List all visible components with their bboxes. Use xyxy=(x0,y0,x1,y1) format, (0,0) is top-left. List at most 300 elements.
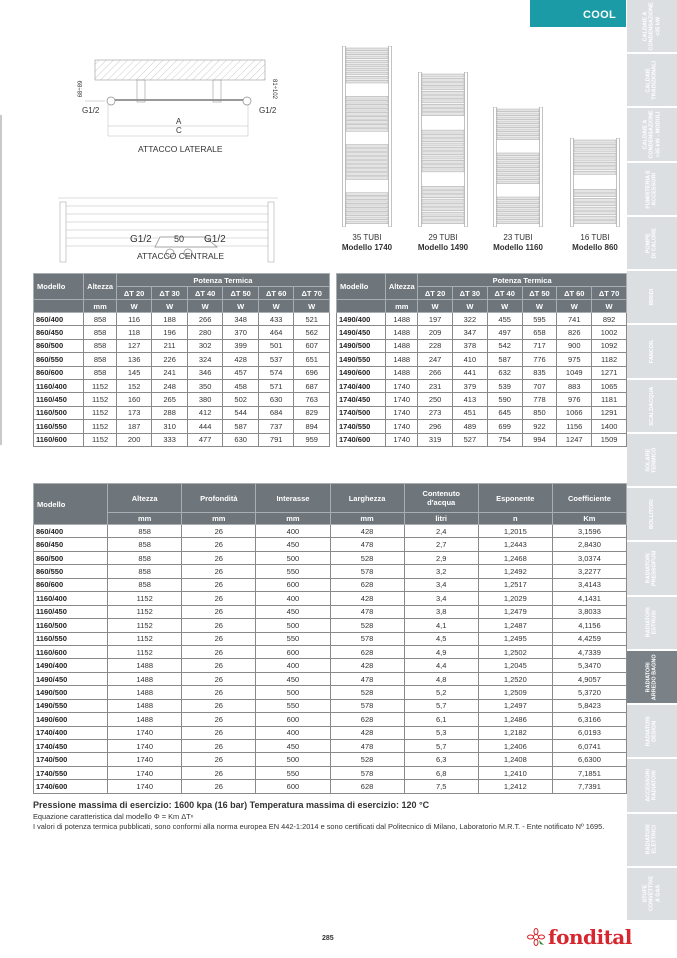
table-cell: 26 xyxy=(182,780,256,793)
unit: W xyxy=(522,300,557,313)
table-cell: 1152 xyxy=(84,393,117,406)
table-row xyxy=(34,353,330,366)
sidebar-tab-label: CALDAIE TRADIZIONALI xyxy=(645,60,658,100)
table-cell: 3,4 xyxy=(404,578,478,591)
table-cell: 450 xyxy=(256,538,330,551)
table-cell: 4,7339 xyxy=(552,645,626,658)
table-cell: 578 xyxy=(330,766,404,779)
table-cell: 250 xyxy=(418,393,453,406)
towel-radiator-drawing xyxy=(342,46,392,227)
table-cell: 5,7 xyxy=(404,740,478,753)
table-cell: 860/550 xyxy=(34,353,84,366)
dim-a: A xyxy=(176,117,182,126)
table-cell: 1,2497 xyxy=(478,699,552,712)
table-cell: 477 xyxy=(187,433,223,446)
table-cell: 858 xyxy=(108,525,182,538)
table-cell: 975 xyxy=(557,353,592,366)
conn-left-label: G1/2 xyxy=(82,106,100,115)
table-row xyxy=(337,313,627,326)
table-cell: 1740 xyxy=(386,379,418,392)
table-cell: 1152 xyxy=(108,645,182,658)
towel-radiator-drawing xyxy=(418,72,468,227)
table-cell: 1,2029 xyxy=(478,592,552,605)
table-cell: 1740 xyxy=(386,406,418,419)
unit: n xyxy=(478,513,552,525)
table-cell: 858 xyxy=(84,326,117,339)
table-cell: 860/600 xyxy=(34,366,84,379)
table-row xyxy=(34,713,627,726)
table-cell: 2,4 xyxy=(404,525,478,538)
table-cell: 1490/500 xyxy=(34,686,108,699)
table-cell: 1,2406 xyxy=(478,740,552,753)
table-cell: 858 xyxy=(84,313,117,326)
category-sidebar xyxy=(627,0,677,920)
table-cell: 26 xyxy=(182,659,256,672)
table-cell: 26 xyxy=(182,538,256,551)
dim-c: C xyxy=(176,126,182,135)
table-cell: 464 xyxy=(258,326,294,339)
table-cell: 829 xyxy=(294,406,330,419)
table-cell: 6,3166 xyxy=(552,713,626,726)
table-cell: 1490/550 xyxy=(337,353,386,366)
table-cell: 528 xyxy=(330,686,404,699)
table-cell: 26 xyxy=(182,525,256,538)
table-cell: 6,0741 xyxy=(552,740,626,753)
sidebar-tab[interactable] xyxy=(627,868,677,920)
sidebar-tab-label: CALDAIE A CONDENSAZIONE <35 kW xyxy=(642,1,662,51)
table-cell: 302 xyxy=(187,339,223,352)
table-cell: 7,7391 xyxy=(552,780,626,793)
sidebar-tab-label: FANCOIL xyxy=(648,339,655,364)
table-cell: 500 xyxy=(256,619,330,632)
table-cell: 380 xyxy=(187,393,223,406)
table-cell: 1152 xyxy=(84,420,117,433)
table-cell: 628 xyxy=(330,713,404,726)
table-row xyxy=(34,406,330,419)
table-cell: 1740/500 xyxy=(34,753,108,766)
table-row xyxy=(34,740,627,753)
table-cell: 600 xyxy=(256,645,330,658)
table-cell: 26 xyxy=(182,766,256,779)
table-cell: 550 xyxy=(256,565,330,578)
section-badge: COOL xyxy=(530,0,626,27)
table-cell: 590 xyxy=(487,393,522,406)
col-delta: ΔT 50 xyxy=(223,287,259,300)
sidebar-tab[interactable] xyxy=(627,597,677,649)
table-cell: 1160/500 xyxy=(34,406,84,419)
unit: W xyxy=(557,300,592,313)
sidebar-tab[interactable] xyxy=(627,380,677,432)
sidebar-tab-label: RADIATORI ARREDO BAGNO xyxy=(645,654,658,700)
table-cell: 319 xyxy=(418,433,453,446)
table-cell: 595 xyxy=(522,313,557,326)
unit: W xyxy=(116,300,152,313)
col-height: Altezza xyxy=(386,274,418,300)
table-row xyxy=(34,313,330,326)
table-row xyxy=(337,433,627,446)
table-cell: 410 xyxy=(452,353,487,366)
table-cell: 1490/500 xyxy=(337,339,386,352)
table-cell: 502 xyxy=(223,393,259,406)
table-cell: 651 xyxy=(294,353,330,366)
table-cell: 1002 xyxy=(592,326,627,339)
table-cell: 1,2015 xyxy=(478,525,552,538)
col-delta: ΔT 60 xyxy=(557,287,592,300)
table-row xyxy=(34,645,627,658)
tubes-count: 35 TUBI xyxy=(352,233,382,242)
sidebar-tab[interactable] xyxy=(627,651,677,703)
sidebar-tab[interactable] xyxy=(627,271,677,323)
table-cell: 1291 xyxy=(592,406,627,419)
table-cell: 860/450 xyxy=(34,326,84,339)
table-cell: 1049 xyxy=(557,366,592,379)
table-cell: 571 xyxy=(258,379,294,392)
table-cell: 858 xyxy=(108,565,182,578)
col-height: Altezza xyxy=(84,274,117,300)
table-cell: 587 xyxy=(487,353,522,366)
col-delta: ΔT 30 xyxy=(152,287,188,300)
table-cell: 883 xyxy=(557,379,592,392)
table-cell: 754 xyxy=(487,433,522,446)
table-cell: 959 xyxy=(294,433,330,446)
sidebar-tab-label: STUFE CONVETTIVE A GAS xyxy=(642,876,662,912)
table-cell: 478 xyxy=(330,672,404,685)
table-cell: 26 xyxy=(182,578,256,591)
col-delta: ΔT 20 xyxy=(418,287,453,300)
table-cell: 578 xyxy=(330,699,404,712)
unit: mm xyxy=(182,513,256,525)
table-cell: 1247 xyxy=(557,433,592,446)
table-cell: 489 xyxy=(452,420,487,433)
table-cell: 4,1 xyxy=(404,619,478,632)
sidebar-tab[interactable] xyxy=(627,759,677,811)
table-cell: 1160/550 xyxy=(34,420,84,433)
table-cell: 1488 xyxy=(108,672,182,685)
sidebar-tab[interactable] xyxy=(627,814,677,866)
table-cell: 1740/450 xyxy=(34,740,108,753)
central-conn-left: G1/2 xyxy=(130,234,152,245)
table-cell: 5,3470 xyxy=(552,659,626,672)
sidebar-tab-label: CALDAIE A CONDENSAZIONE >35 kW - MODULI xyxy=(642,110,662,159)
col-delta: ΔT 40 xyxy=(487,287,522,300)
table-cell: 1,2468 xyxy=(478,551,552,564)
table-cell: 1740 xyxy=(108,766,182,779)
table-cell: 26 xyxy=(182,699,256,712)
table-cell: 1,2517 xyxy=(478,578,552,591)
table-cell: 478 xyxy=(330,605,404,618)
table-cell: 400 xyxy=(256,525,330,538)
tubes-count: 23 TUBI xyxy=(503,233,533,242)
sidebar-tab[interactable] xyxy=(627,54,677,106)
table-cell: 187 xyxy=(116,420,152,433)
table-cell: 542 xyxy=(487,339,522,352)
col-delta: ΔT 50 xyxy=(522,287,557,300)
table-cell: 1488 xyxy=(108,713,182,726)
col-header: Coefficiente xyxy=(552,484,626,513)
sidebar-tab[interactable] xyxy=(627,108,677,160)
table-row xyxy=(34,433,330,446)
table-cell: 1740/600 xyxy=(34,780,108,793)
sidebar-tab[interactable] xyxy=(627,325,677,377)
table-cell: 1160/600 xyxy=(34,645,108,658)
table-cell: 1,2045 xyxy=(478,659,552,672)
table-cell: 2,9 xyxy=(404,551,478,564)
table-cell: 173 xyxy=(116,406,152,419)
table-cell: 1181 xyxy=(592,393,627,406)
table-cell: 273 xyxy=(418,406,453,419)
table-cell: 645 xyxy=(487,406,522,419)
table-cell: 3,2277 xyxy=(552,565,626,578)
table-cell: 717 xyxy=(522,339,557,352)
table-cell: 1740/400 xyxy=(337,379,386,392)
table-cell: 578 xyxy=(330,565,404,578)
unit: mm xyxy=(386,300,418,313)
dim-left: 68÷89 xyxy=(75,80,82,98)
col-header: Altezza xyxy=(108,484,182,513)
unit: mm xyxy=(108,513,182,525)
table-cell: 197 xyxy=(418,313,453,326)
table-cell: 200 xyxy=(116,433,152,446)
table-cell: 7,1851 xyxy=(552,766,626,779)
table-cell: 1509 xyxy=(592,433,627,446)
table-cell: 3,0374 xyxy=(552,551,626,564)
table-cell: 266 xyxy=(187,313,223,326)
sidebar-tab[interactable] xyxy=(627,0,677,52)
table-cell: 1488 xyxy=(108,659,182,672)
table-row xyxy=(337,406,627,419)
table-cell: 922 xyxy=(522,420,557,433)
model-name: Modello 1740 xyxy=(341,243,393,252)
table-cell: 346 xyxy=(187,366,223,379)
table-cell: 5,8423 xyxy=(552,699,626,712)
table-cell: 455 xyxy=(487,313,522,326)
table-cell: 3,8033 xyxy=(552,605,626,618)
table-cell: 1160/450 xyxy=(34,605,108,618)
table-cell: 1,2486 xyxy=(478,713,552,726)
table-cell: 1160/450 xyxy=(34,393,84,406)
table-cell: 1490/400 xyxy=(337,313,386,326)
sidebar-tab[interactable] xyxy=(627,488,677,540)
table-cell: 1490/600 xyxy=(337,366,386,379)
sidebar-tab[interactable] xyxy=(627,163,677,215)
table-cell: 26 xyxy=(182,592,256,605)
unit: W xyxy=(452,300,487,313)
unit: mm xyxy=(84,300,117,313)
table-cell: 687 xyxy=(294,379,330,392)
table-cell: 3,2 xyxy=(404,565,478,578)
table-cell: 1152 xyxy=(108,632,182,645)
table-cell: 441 xyxy=(452,366,487,379)
table-cell: 4,9 xyxy=(404,645,478,658)
table-cell: 1,2492 xyxy=(478,565,552,578)
table-cell: 4,1431 xyxy=(552,592,626,605)
table-cell: 136 xyxy=(116,353,152,366)
table-cell: 1065 xyxy=(592,379,627,392)
table-cell: 400 xyxy=(256,726,330,739)
table-cell: 860/550 xyxy=(34,565,108,578)
model-label xyxy=(408,233,478,253)
model-name: Modello 1490 xyxy=(417,243,469,252)
table-cell: 265 xyxy=(152,393,188,406)
table-row xyxy=(337,366,627,379)
table-cell: 4,1156 xyxy=(552,619,626,632)
sidebar-tab-label: POMPE DI CALORE xyxy=(645,227,658,259)
col-model: Modello xyxy=(34,274,84,300)
table-row xyxy=(34,366,330,379)
table-cell: 116 xyxy=(116,313,152,326)
table-cell: 322 xyxy=(452,313,487,326)
table-cell: 296 xyxy=(418,420,453,433)
table-cell: 412 xyxy=(187,406,223,419)
table-row xyxy=(337,379,627,392)
equation-note: Equazione caratteristica dal modello Φ = Km ΔTⁿ xyxy=(33,812,194,821)
sidebar-tab-label: RADIATORI PRESSOFUSI xyxy=(645,550,658,587)
sidebar-tab[interactable] xyxy=(627,217,677,269)
table-cell: 892 xyxy=(592,313,627,326)
table-cell: 1490/450 xyxy=(337,326,386,339)
table-cell: 1,2410 xyxy=(478,766,552,779)
power-table-right xyxy=(336,273,627,447)
table-cell: 428 xyxy=(330,726,404,739)
table-cell: 521 xyxy=(294,313,330,326)
model-label xyxy=(332,233,402,253)
table-cell: 400 xyxy=(256,592,330,605)
table-cell: 347 xyxy=(452,326,487,339)
table-cell: 248 xyxy=(152,379,188,392)
table-row xyxy=(34,659,627,672)
table-cell: 450 xyxy=(256,605,330,618)
table-cell: 528 xyxy=(330,551,404,564)
table-cell: 900 xyxy=(557,339,592,352)
table-cell: 607 xyxy=(294,339,330,352)
dimensions-table xyxy=(33,483,627,794)
sidebar-tab[interactable] xyxy=(627,542,677,594)
sidebar-tab-label: RADIATORI ELETTRICI xyxy=(645,824,658,855)
table-row xyxy=(34,592,627,605)
table-cell: 1740 xyxy=(108,780,182,793)
table-cell: 1490/600 xyxy=(34,713,108,726)
table-cell: 370 xyxy=(223,326,259,339)
unit: Km xyxy=(552,513,626,525)
table-cell: 1,2479 xyxy=(478,605,552,618)
table-cell: 858 xyxy=(84,366,117,379)
sidebar-tab-label: BOLLITORI xyxy=(648,499,655,529)
table-cell: 600 xyxy=(256,713,330,726)
table-cell: 478 xyxy=(330,538,404,551)
table-cell: 428 xyxy=(223,353,259,366)
table-row xyxy=(34,393,330,406)
table-cell: 428 xyxy=(330,525,404,538)
towel-radiator-drawing xyxy=(570,138,620,227)
model-name: Modello 1160 xyxy=(493,243,543,252)
table-cell: 500 xyxy=(256,753,330,766)
table-cell: 433 xyxy=(258,313,294,326)
table-cell: 628 xyxy=(330,578,404,591)
table-cell: 1,2509 xyxy=(478,686,552,699)
table-cell: 1,2182 xyxy=(478,726,552,739)
table-cell: 241 xyxy=(152,366,188,379)
sidebar-tab-label: ACCESSORI RADIATORI xyxy=(645,769,658,802)
table-cell: 1152 xyxy=(84,433,117,446)
table-cell: 1,2487 xyxy=(478,619,552,632)
table-row xyxy=(34,326,330,339)
table-cell: 578 xyxy=(330,632,404,645)
table-cell: 544 xyxy=(223,406,259,419)
table-cell: 458 xyxy=(223,379,259,392)
unit: W xyxy=(487,300,522,313)
table-cell: 1740/450 xyxy=(337,393,386,406)
tubes-count: 16 TUBI xyxy=(580,233,610,242)
table-cell: 1490/400 xyxy=(34,659,108,672)
table-cell: 600 xyxy=(256,578,330,591)
table-cell: 1,2408 xyxy=(478,753,552,766)
table-cell: 1152 xyxy=(108,592,182,605)
table-cell: 835 xyxy=(522,366,557,379)
table-row xyxy=(34,619,627,632)
page-number: 285 xyxy=(322,935,334,942)
table-cell: 152 xyxy=(116,379,152,392)
table-cell: 26 xyxy=(182,726,256,739)
table-cell: 5,3 xyxy=(404,726,478,739)
table-cell: 1488 xyxy=(386,353,418,366)
table-cell: 587 xyxy=(223,420,259,433)
col-delta: ΔT 30 xyxy=(452,287,487,300)
table-cell: 1488 xyxy=(108,686,182,699)
table-cell: 1160/400 xyxy=(34,379,84,392)
table-row xyxy=(34,686,627,699)
col-delta: ΔT 70 xyxy=(294,287,330,300)
table-cell: 1740/550 xyxy=(34,766,108,779)
table-row xyxy=(337,326,627,339)
table-row xyxy=(34,551,627,564)
sidebar-tab[interactable] xyxy=(627,434,677,486)
table-cell: 860/400 xyxy=(34,525,108,538)
table-cell: 1066 xyxy=(557,406,592,419)
power-table-left xyxy=(33,273,330,447)
table-cell: 994 xyxy=(522,433,557,446)
unit: W xyxy=(294,300,330,313)
table-cell: 378 xyxy=(452,339,487,352)
table-cell: 1,2495 xyxy=(478,632,552,645)
table-row xyxy=(34,699,627,712)
table-cell: 1740 xyxy=(108,753,182,766)
table-cell: 226 xyxy=(152,353,188,366)
unit: litri xyxy=(404,513,478,525)
table-cell: 1740/500 xyxy=(337,406,386,419)
table-cell: 333 xyxy=(152,433,188,446)
unit xyxy=(34,300,84,313)
unit: mm xyxy=(330,513,404,525)
table-cell: 188 xyxy=(152,313,188,326)
table-cell: 858 xyxy=(84,353,117,366)
col-header: Contenuto d'acqua xyxy=(404,484,478,513)
table-cell: 1160/550 xyxy=(34,632,108,645)
sidebar-tab[interactable] xyxy=(627,705,677,757)
table-row xyxy=(34,726,627,739)
table-cell: 630 xyxy=(258,393,294,406)
table-cell: 400 xyxy=(256,659,330,672)
table-cell: 399 xyxy=(223,339,259,352)
table-cell: 791 xyxy=(258,433,294,446)
flower-icon xyxy=(527,928,545,946)
table-cell: 1740/600 xyxy=(337,433,386,446)
central-conn-right: G1/2 xyxy=(204,234,226,245)
table-cell: 26 xyxy=(182,672,256,685)
table-cell: 478 xyxy=(330,740,404,753)
table-row xyxy=(337,393,627,406)
table-cell: 450 xyxy=(256,740,330,753)
table-row xyxy=(34,339,330,352)
